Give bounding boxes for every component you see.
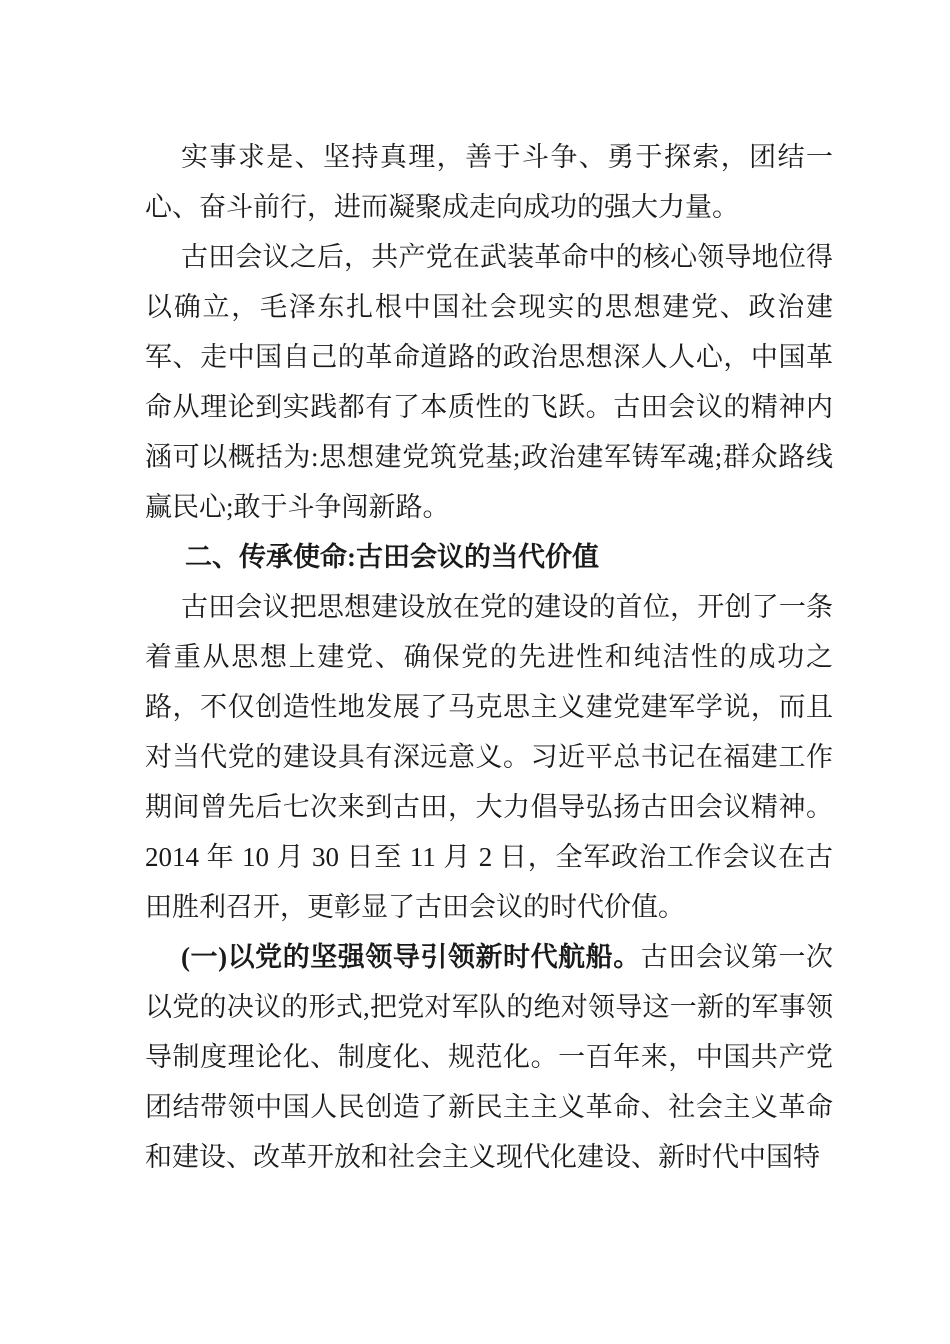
paragraph-bold-lead: (一)以党的坚强领导引领新时代航船。 [181,942,641,972]
paragraph-body-text: 古田会议第一次以党的决议的形式,把党对军队的绝对领导这一新的军事领导制度理论化、制度化、规范化。一百年来，中国共产党团结带领中国人民创造了新民主主义革命、社会主义革命和建设、改革开放和社会主义现代化建设、新时代中国特 [145,942,834,1172]
document-content [145,132,833,1182]
paragraph-contemporary-value: 古田会议把思想建设放在党的建设的首位，开创了一条着重从思想上建党、确保党的先进性和纯洁性的成功之路，不仅创造性地发展了马克思主义建党建军学说，而且对当代党的建设具有深远意义。习近平总书记在福建工作期间曾先后七次来到古田，大力倡导弘扬古田会议精神。2014 年 10 月 30 日至 11 月 2 日，全军政治工作会议在古田胜利召开，更彰显了古田会议的时代价值。 [145,592,833,922]
paragraph-party-leadership [145,932,833,1182]
paragraph-after-gutian-conference: 古田会议之后，共产党在武装革命中的核心领导地位得以确立，毛泽东扎根中国社会现实的思想建党、政治建军、走中国自己的革命道路的政治思想深人人心，中国革命从理论到实践都有了本质性的飞跃。古田会议的精神内涵可以概括为:思想建党筑党基;政治建军铸军魂;群众路线赢民心;敢于斗争闯新路。 [145,242,833,522]
paragraph-spirit-summary: 实事求是、坚持真理，善于斗争、勇于探索，团结一心、奋斗前行，进而凝聚成走向成功的强大力量。 [145,142,833,222]
section-heading-contemporary-value: 二、传承使命:古田会议的当代价值 [185,542,599,572]
